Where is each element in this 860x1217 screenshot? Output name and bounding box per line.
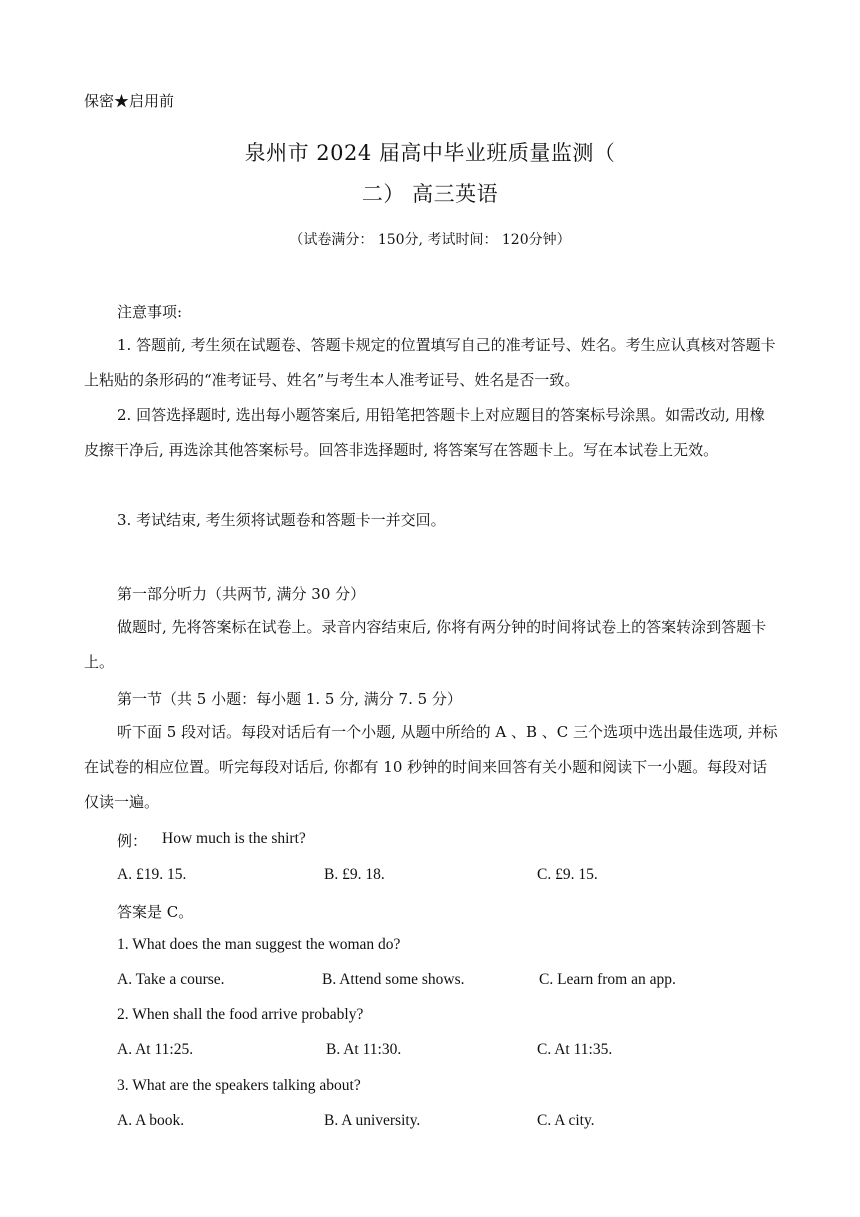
notice-item-1: 1. 答题前, 考生须在试题卷、答题卡规定的位置填写自己的准考证号、姓名。考生应认真核对答题卡上粘贴的条形码的“准考证号、姓名”与考生本人准考证号、姓名是否一致。 <box>84 336 776 389</box>
example-answer: 答案是 C。 <box>117 903 194 921</box>
question-1-option-c: C. Learn from an app. <box>539 971 676 988</box>
exam-title-line1: 泉州市 2024 届高中毕业班质量监测（ <box>244 141 616 165</box>
question-2-option-c: C. At 11:35. <box>537 1041 613 1058</box>
part1-instruction: 做题时, 先将答案标在试卷上。录音内容结束后, 你将有两分钟的时间将试卷上的答案转涂到答题卡上。 <box>84 618 767 671</box>
question-1: 1. What does the man suggest the woman do? <box>117 936 401 953</box>
question-3-option-c: C. A city. <box>537 1112 595 1129</box>
question-3-option-a: A. A book. <box>117 1112 185 1129</box>
section1-heading: 第一节（共 5 小题：每小题 1. 5 分, 满分 7. 5 分） <box>117 690 462 708</box>
question-2-option-b: B. At 11:30. <box>326 1041 402 1058</box>
notice-item-3: 3. 考试结束, 考生须将试题卷和答题卡一并交回。 <box>117 511 446 529</box>
section1-instruction: 听下面 5 段对话。每段对话后有一个小题, 从题中所给的 A 、B 、C 三个选项中选出最佳选项, 并标在试卷的相应位置。听完每段对话后, 你都有 10 秒钟的时间来回答有关小题和阅读下一小题。每段对话仅读一遍。 <box>84 723 778 811</box>
example-option-a: A. £19. 15. <box>117 866 187 883</box>
exam-subtitle: （试卷满分： 150分, 考试时间： 120分钟） <box>289 232 571 248</box>
notice-heading: 注意事项: <box>117 303 183 321</box>
example-option-b: B. £9. 18. <box>324 866 385 883</box>
part1-heading: 第一部分听力（共两节, 满分 30 分） <box>117 585 366 603</box>
confidential-label: 保密★启用前 <box>84 92 175 110</box>
question-1-option-a: A. Take a course. <box>117 971 225 988</box>
example-question: How much is the shirt? <box>162 830 306 847</box>
example-label: 例： <box>117 832 148 850</box>
question-1-option-b: B. Attend some shows. <box>322 971 465 988</box>
question-3: 3. What are the speakers talking about? <box>117 1077 361 1094</box>
notice-item-2: 2. 回答选择题时, 选出每小题答案后, 用铅笔把答题卡上对应题目的答案标号涂黑。如需改动, 用橡皮擦干净后, 再选涂其他答案标号。回答非选择题时, 将答案写在答题卡上。写在本试卷上无效。 <box>84 406 765 459</box>
example-option-c: C. £9. 15. <box>537 866 598 883</box>
question-2: 2. When shall the food arrive probably? <box>117 1006 364 1023</box>
exam-title-line2: 二） 高三英语 <box>361 182 499 206</box>
question-2-option-a: A. At 11:25. <box>117 1041 194 1058</box>
question-3-option-b: B. A university. <box>324 1112 421 1129</box>
